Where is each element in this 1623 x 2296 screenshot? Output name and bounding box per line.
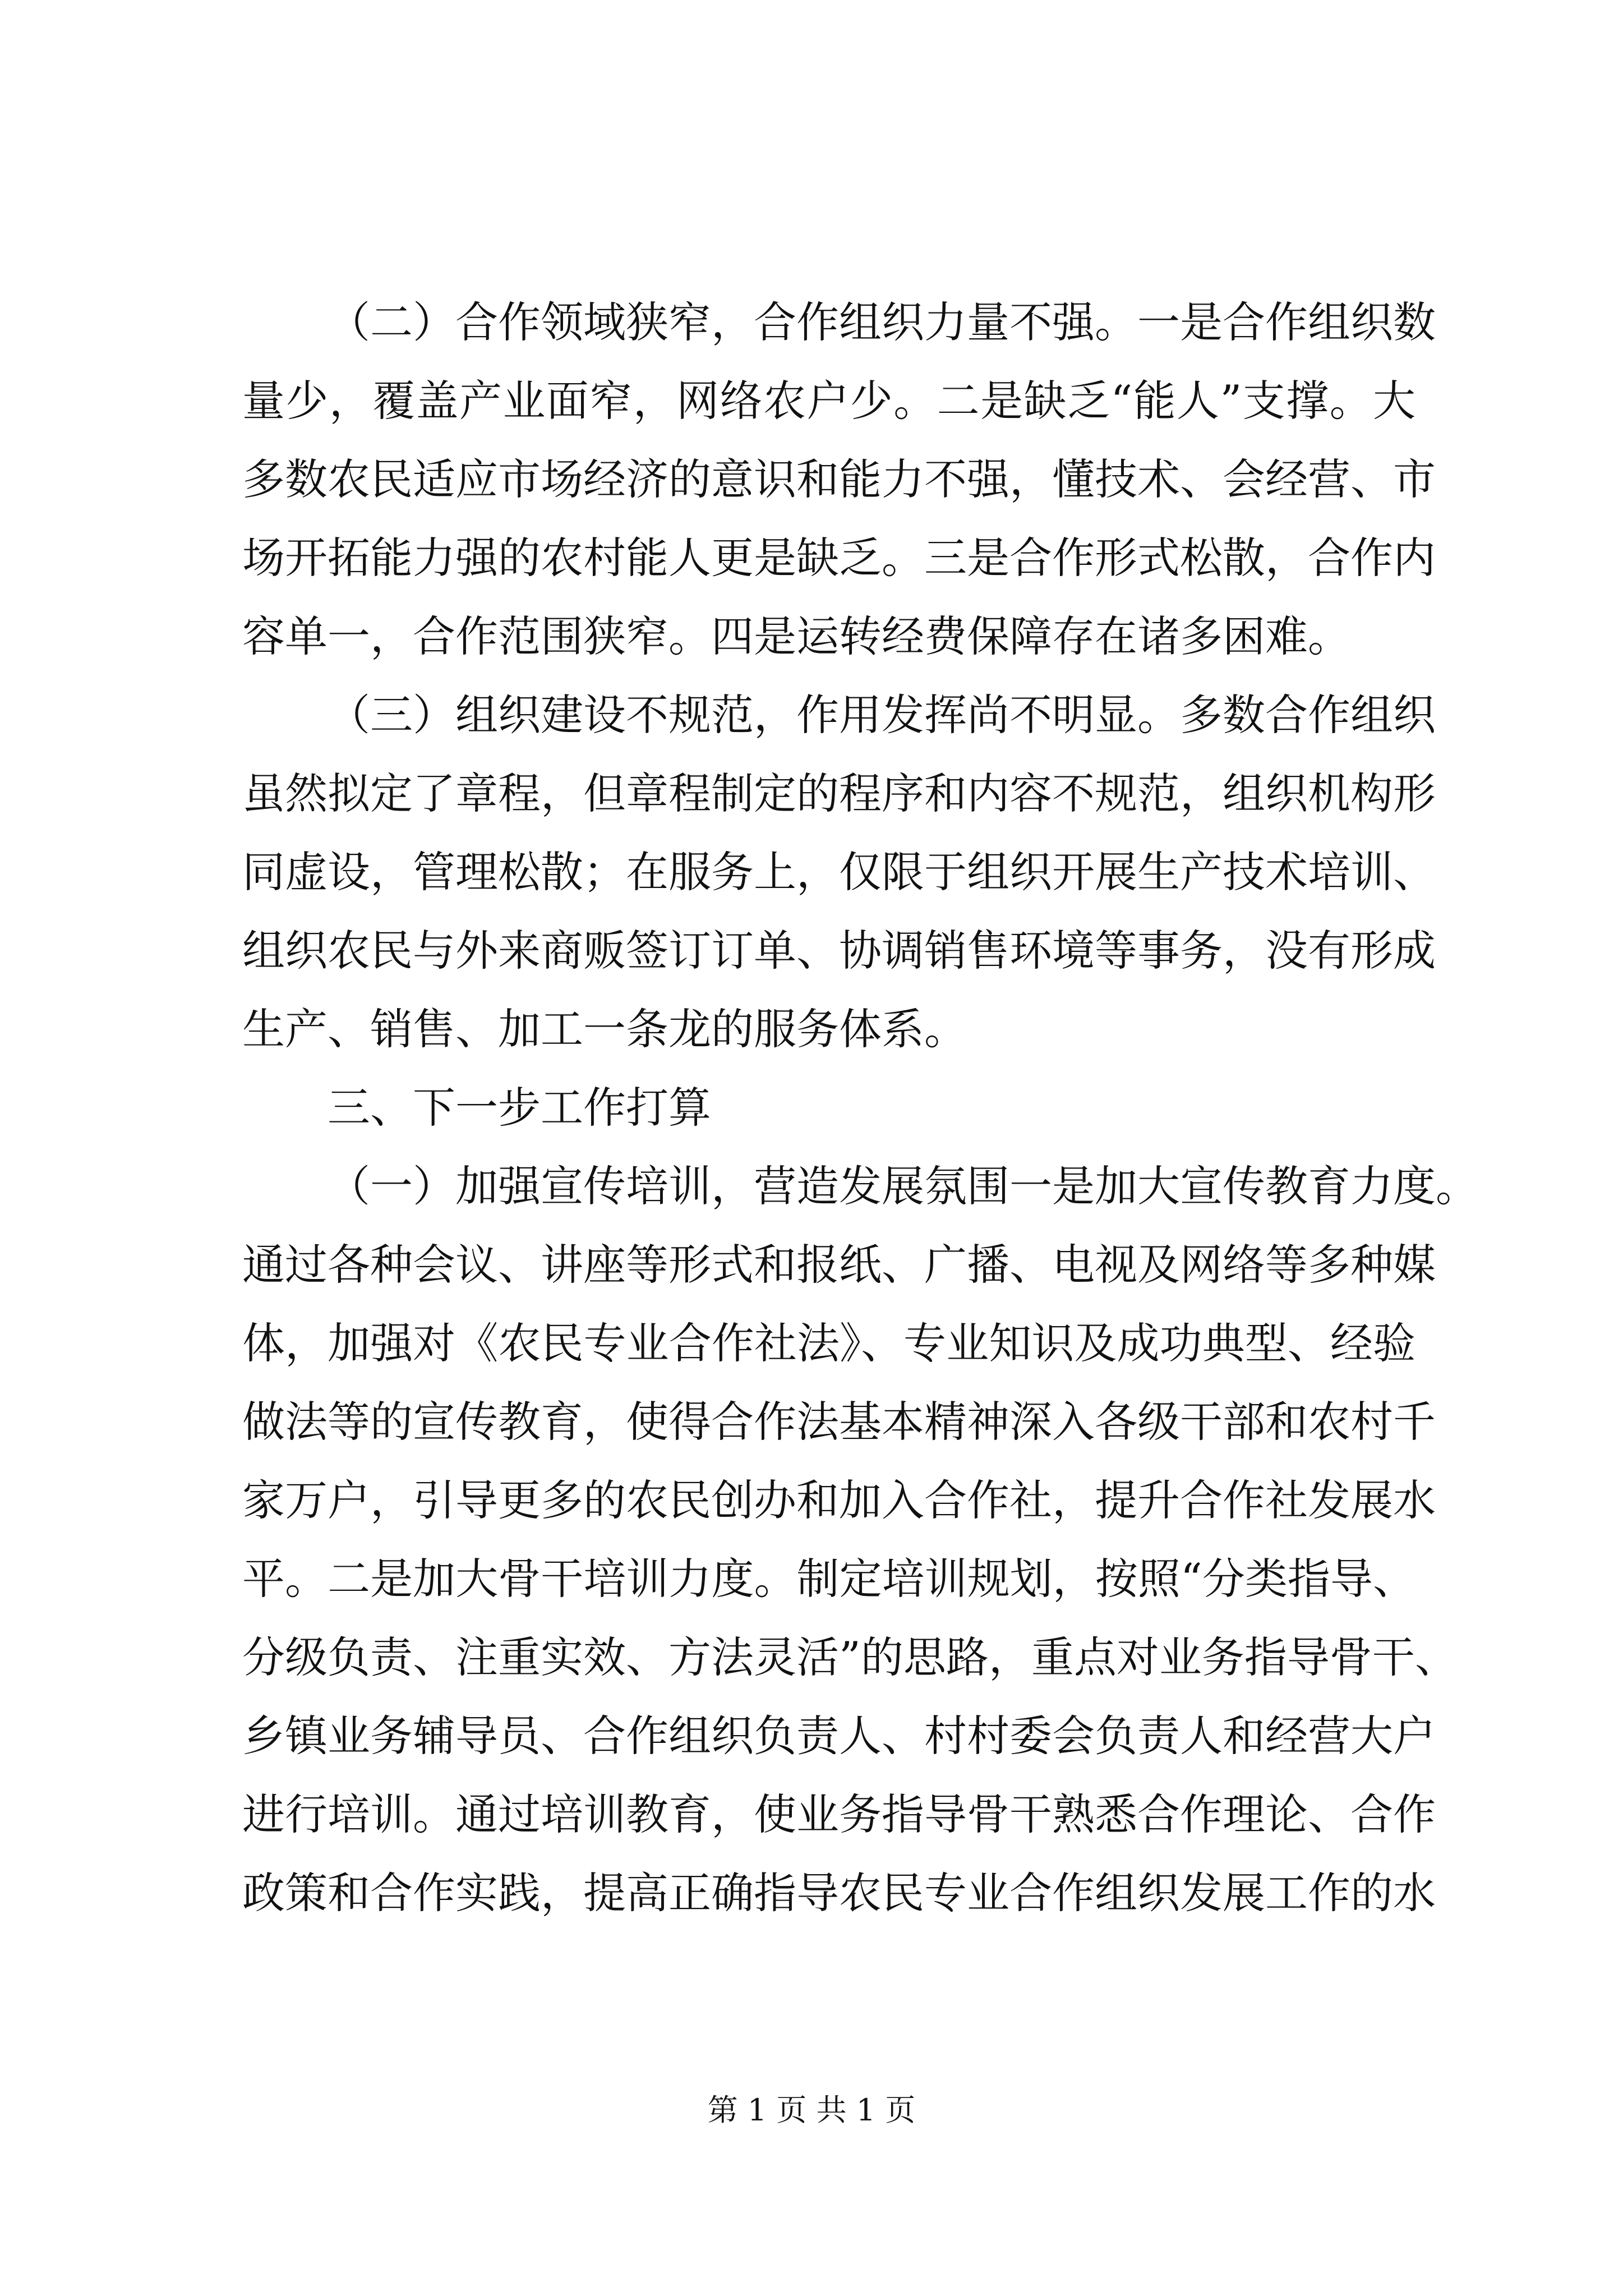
paragraph-2-line-1: （二）合作领域狭窄，合作组织力量不强。一是合作组织数 [328, 297, 1436, 347]
paragraph-4-line-4: 做法等的宣传教育，使得合作法基本精神深入各级干部和农村千 [242, 1397, 1436, 1447]
paragraph-2-line-4: 场开拓能力强的农村能人更是缺乏。三是合作形式松散，合作内 [242, 533, 1436, 583]
paragraph-2-line-3: 多数农民适应市场经济的意识和能力不强，懂技术、会经营、市 [242, 454, 1436, 504]
paragraph-4-line-10: 政策和合作实践，提高正确指导农民专业合作组织发展工作的水 [242, 1868, 1436, 1918]
paragraph-4-line-3: 体，加强对《农民专业合作社法》、专业知识及成功典型、经验 [242, 1318, 1415, 1368]
paragraph-4-line-7: 分级负责、注重实效、方法灵活”的思路，重点对业务指导骨干、 [242, 1632, 1458, 1682]
paragraph-4-line-2: 通过各种会议、讲座等形式和报纸、广播、电视及网络等多种媒 [242, 1240, 1436, 1290]
paragraph-4-line-5: 家万户，引导更多的农民创办和加入合作社，提升合作社发展水 [242, 1475, 1436, 1525]
paragraph-2-line-2: 量少，覆盖产业面窄，网络农户少。二是缺乏“能人”支撑。大 [242, 376, 1415, 426]
paragraph-3-line-2: 虽然拟定了章程，但章程制定的程序和内容不规范，组织机构形 [242, 769, 1436, 818]
section-heading: 三、下一步工作打算 [328, 1083, 711, 1133]
document-body [242, 283, 1478, 1932]
paragraph-3-line-1: （三）组织建设不规范，作用发挥尚不明显。多数合作组织 [328, 690, 1436, 740]
paragraph-3-line-5: 生产、销售、加工一条龙的服务体系。 [242, 1004, 967, 1054]
page-footer: 第 1 页 共 1 页 [707, 2092, 916, 2128]
paragraph-4-line-9: 进行培训。通过培训教育，使业务指导骨干熟悉合作理论、合作 [242, 1789, 1436, 1839]
paragraph-3-line-3: 同虚设，管理松散；在服务上，仅限于组织开展生产技术培训、 [242, 847, 1436, 897]
paragraph-4-line-6: 平。二是加大骨干培训力度。制定培训规划，按照“分类指导、 [242, 1554, 1415, 1604]
paragraph-3-line-4: 组织农民与外来商贩签订订单、协调销售环境等事务，没有形成 [242, 926, 1436, 976]
paragraph-4-line-8: 乡镇业务辅导员、合作组织负责人、村村委会负责人和经营大户 [242, 1711, 1436, 1761]
paragraph-4-line-1: （一）加强宣传培训，营造发展氛围一是加大宣传教育力度。 [328, 1161, 1478, 1211]
paragraph-2-line-5: 容单一，合作范围狭窄。四是运转经费保障存在诸多困难。 [242, 611, 1350, 661]
